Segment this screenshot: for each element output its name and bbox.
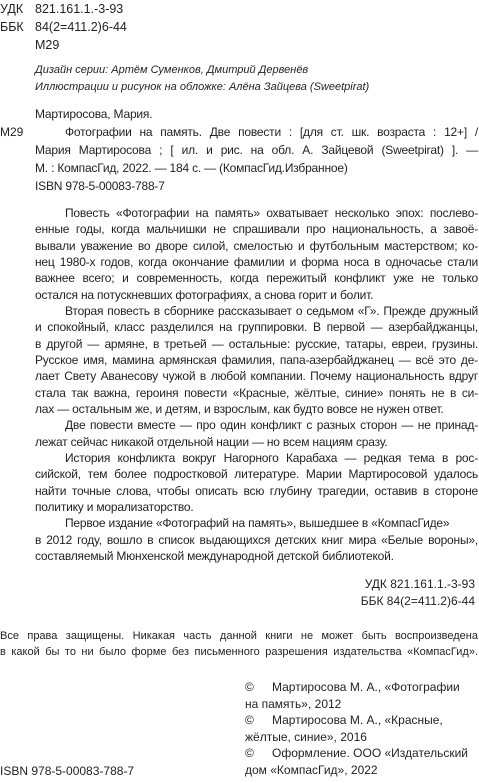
- copyright-line: Оформление. ООО «Издательский: [272, 746, 468, 761]
- footer-classification-codes: [361, 576, 475, 610]
- copyright-entry: [245, 679, 475, 696]
- copyright-symbol: ©: [245, 680, 254, 694]
- annotation-line: Повесть «Фотографии на память» охватывает несколько эпох: послево-: [65, 206, 478, 220]
- footer-bbk: ББК 84(2=411.2)6-44: [360, 594, 475, 608]
- catalog-title-row: [0, 123, 478, 141]
- catalog-line: Мария Мартиросова ; [ ил. и рис. на обл. А. Зайцевой (Sweetpirat) ]. —: [35, 143, 478, 157]
- rights-line: Все права защищены. Никакая часть данной книги не может быть воспроизведена: [0, 630, 478, 642]
- annotation-line: лает Свету Аванесову чужой в любой компании. Почему национальность вдруг: [35, 369, 478, 384]
- copyright-line: жёлтые, синие», 2016: [245, 729, 367, 744]
- annotation-line: стала так важна, героиня повести «Красные, жёлтые, синие» понять не в си-: [35, 385, 478, 400]
- annotation-line: найти точные слова, чтобы описать всю глубину трагедии, оставив в стороне: [35, 483, 478, 498]
- annotation-line: остался на потускневших фотографиях, а снова горит и болит.: [35, 287, 374, 302]
- copyright-symbol: ©: [245, 746, 254, 761]
- author-mark: М29: [35, 38, 60, 52]
- series-design-credit: Дизайн серии: Артём Суменков, Дмитрий Дервенёв: [35, 64, 309, 76]
- catalog-author-mark: М29: [0, 125, 24, 139]
- catalog-isbn: ISBN 978-5-00083-788-7: [35, 179, 165, 193]
- catalog-author-heading: Мартиросова, Мария.: [35, 107, 153, 121]
- annotation-paragraph: [35, 303, 478, 417]
- annotation-line: лах — остальным же, и детям, и взрослым, как будто вовсе не нужен ответ.: [35, 401, 444, 416]
- annotation-line: политику и морализаторство.: [35, 499, 194, 514]
- isbn-footer: ISBN 978-5-00083-788-7: [0, 764, 135, 778]
- copyright-block: [245, 679, 475, 779]
- catalog-line: Фотографии на память. Две повести : [для ст. шк. возраста : 12+] /: [65, 125, 478, 139]
- rights-line: в какой бы то ни было форме без письменного разрешения издательства «КомпасГид».: [0, 645, 478, 658]
- annotation: [35, 205, 478, 564]
- copyright-line: дом «КомпасГид», 2022: [245, 762, 378, 777]
- catalog-entry: [0, 105, 478, 195]
- annotation-line: составляемый Мюнхенской международной детской библиотекой.: [35, 548, 394, 563]
- udk-value: 821.161.1.-3-93: [35, 2, 124, 16]
- copyright-symbol: ©: [245, 713, 254, 728]
- annotation-paragraph: [35, 515, 478, 564]
- annotation-line: важнее всего; и современность, когда пережитый конфликт уже не только: [35, 271, 478, 286]
- annotation-line: Вторая повесть в сборнике рассказывает о седьмом «Г». Прежде дружный: [65, 303, 478, 318]
- design-credits: [35, 62, 475, 96]
- bbk-value: 84(2=411.2)6-44: [35, 20, 127, 34]
- annotation-paragraph: [35, 417, 478, 450]
- catalog-line: М. : КомпасГид, 2022. — 184 с. — (КомпасГид.Избранное): [35, 161, 348, 175]
- footer-udk: УДК 821.161.1.-3-93: [364, 577, 475, 591]
- annotation-line: Первое издание «Фотографий на память», вышедшее в «КомпасГиде»: [65, 516, 450, 531]
- author-mark-row: [0, 36, 220, 54]
- annotation-line: нец 1980-х годов, когда окончание фамилии и форма носа в одночасье стали: [35, 254, 478, 269]
- bbk-row: [0, 18, 220, 36]
- annotation-line: в другой — армяне, в третьей — остальные: русские, татары, евреи, грузины.: [35, 336, 478, 351]
- udk-label: УДК: [0, 2, 24, 16]
- illustrations-credit: Иллюстрации и рисунок на обложке: Алёна Зайцева (Sweetpirat): [35, 81, 370, 93]
- empty-label: [0, 36, 35, 54]
- copyright-entry: [245, 745, 475, 762]
- annotation-paragraph: [35, 450, 478, 515]
- annotation-line: сийской, тем более подростковой литературе. Марии Мартиросовой удалось: [35, 467, 478, 482]
- udk-row: [0, 0, 220, 18]
- rights-notice: [0, 629, 478, 660]
- annotation-line: в 2012 году, вошло в список выдающихся детских книг мира «Белые вороны»,: [35, 532, 478, 547]
- annotation-line: вывали уважение во дворе силой, смелостью и футбольным мастерством; ко-: [35, 238, 478, 253]
- copyright-line: Мартиросова М. А., «Красные,: [272, 713, 443, 728]
- annotation-line: Две повести вместе — про один конфликт с разных сторон — не принад-: [65, 418, 478, 433]
- annotation-paragraph: [35, 205, 478, 303]
- copyright-line: на память», 2012: [245, 696, 342, 711]
- annotation-line: Русское имя, мамина армянская фамилия, папа-азербайджанец — всё это де-: [35, 352, 478, 367]
- classification-codes: [0, 0, 220, 54]
- annotation-line: енные годы, когда мальчишки не спрашивали про национальность, а завоё-: [35, 222, 478, 237]
- annotation-line: и спокойный, класс разделился на группировки. В первой — азербайджанцы,: [35, 320, 478, 335]
- annotation-line: История конфликта вокруг Нагорного Карабаха — редкая тема в рос-: [65, 450, 478, 465]
- bbk-label: ББК: [0, 20, 24, 34]
- annotation-line: лежат сейчас никакой отдельной нации — но всем нациям сразу.: [35, 434, 388, 449]
- copyright-line: Мартиросова М. А., «Фотографии: [272, 680, 460, 694]
- copyright-entry: [245, 712, 475, 729]
